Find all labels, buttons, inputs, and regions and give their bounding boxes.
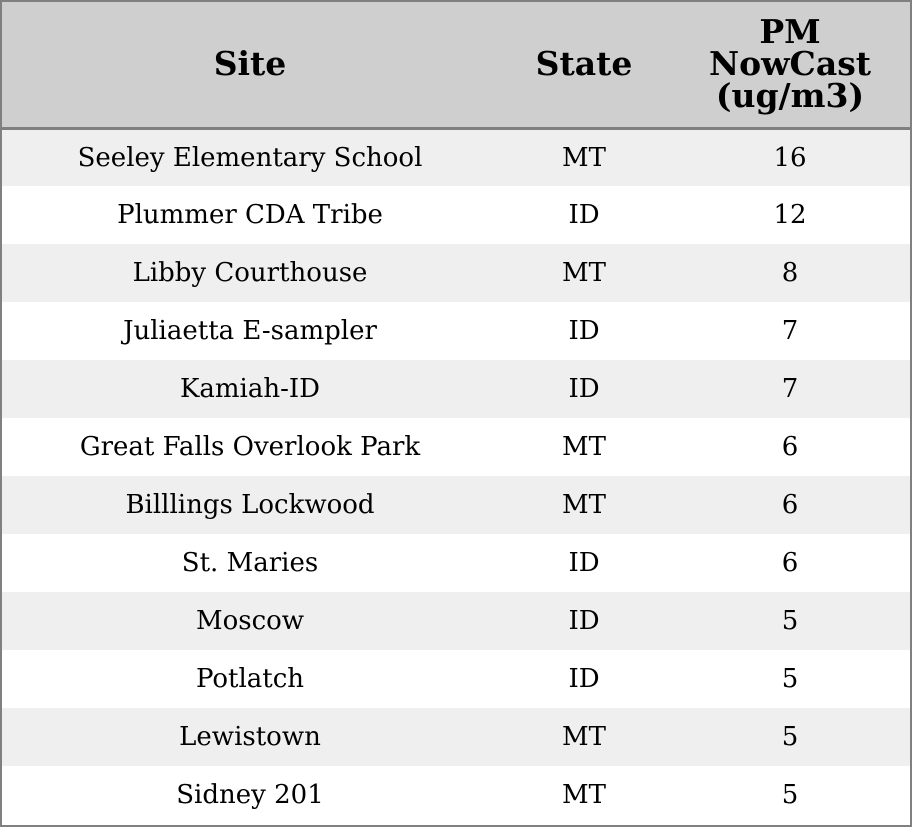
cell-state: MT [562,258,606,288]
table-row [2,592,910,650]
cell-site: Potlatch [195,664,305,694]
cell-state: MT [562,722,606,752]
header-pm-line-3: (ug/m3) [715,76,865,116]
table-row [2,302,910,360]
cell-pm: 12 [773,200,807,230]
table-row [2,244,910,302]
table-row [2,766,910,824]
cell-site: Seeley Elementary School [77,142,423,173]
cell-site: Juliaetta E-sampler [123,316,377,346]
cell-pm: 8 [781,258,799,288]
table-row [2,476,910,534]
header-pm-line-2: NowCast [708,44,872,84]
pm-nowcast-table [2,2,910,824]
table-row [2,534,910,592]
cell-state: ID [568,374,600,404]
table-row [2,650,910,708]
cell-state: MT [562,780,606,810]
table-row [2,708,910,766]
cell-pm: 5 [781,664,799,694]
cell-site: Kamiah-ID [179,374,321,404]
header-state: State [498,2,670,128]
cell-site: Great Falls Overlook Park [79,432,421,462]
cell-pm: 5 [781,722,799,752]
cell-site: St. Maries [181,548,319,578]
cell-pm: 7 [781,316,799,346]
cell-pm: 6 [781,548,799,578]
cell-state: ID [568,200,600,230]
header-pm-line-1: PM [759,12,821,52]
header-row [2,2,910,128]
cell-pm: 6 [781,432,799,462]
table-body [2,128,910,824]
cell-site: Moscow [195,606,305,636]
table-row [2,360,910,418]
cell-state: ID [568,664,600,694]
cell-site: Billlings Lockwood [125,490,375,520]
cell-pm: 16 [773,142,807,173]
cell-state: ID [568,606,600,636]
cell-site: Plummer CDA Tribe [117,200,383,230]
cell-state: MT [562,490,606,520]
cell-site: Libby Courthouse [132,258,368,288]
cell-state: MT [562,432,606,462]
header-site: Site [2,2,498,128]
table-header [2,2,910,128]
cell-pm: 5 [781,780,799,810]
table-row [2,186,910,244]
cell-state: MT [562,142,606,173]
header-pm-nowcast [670,2,910,128]
cell-state: ID [568,548,600,578]
table-row [2,128,910,186]
cell-pm: 7 [781,374,799,404]
cell-pm: 5 [781,606,799,636]
cell-pm: 6 [781,490,799,520]
cell-site: Lewistown [179,722,321,752]
table-row [2,418,910,476]
cell-site: Sidney 201 [176,780,324,810]
cell-state: ID [568,316,600,346]
